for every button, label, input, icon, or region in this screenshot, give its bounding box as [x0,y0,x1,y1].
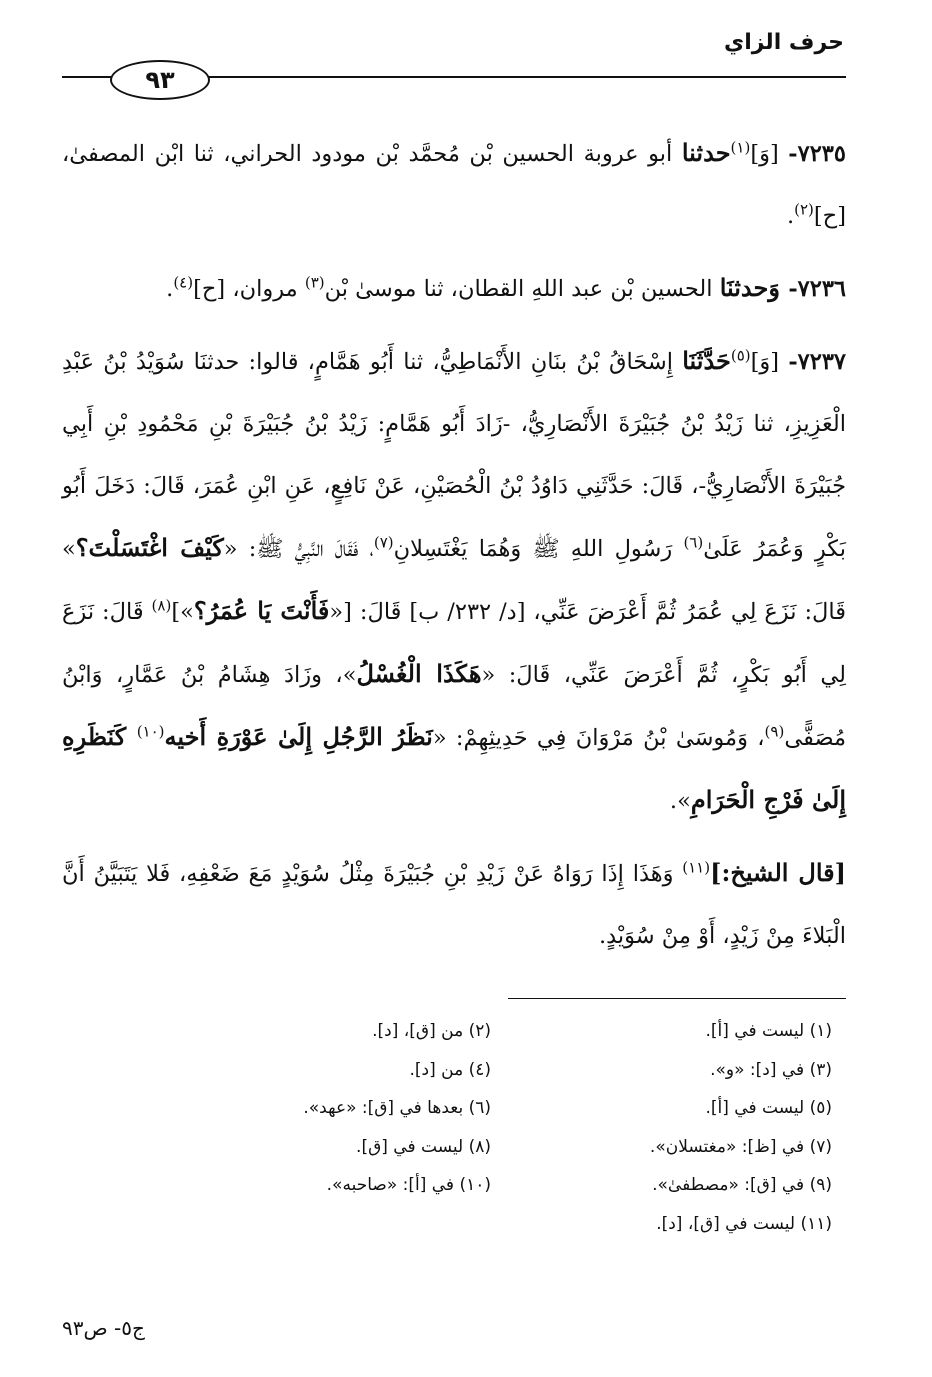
hadith-7235 [62,122,846,247]
footnote-ref: (٣) [304,273,325,292]
footnote-item: (٣) في [د]: «و». [710,1059,832,1080]
footnote-item: (٥) ليست في [أ]. [705,1098,832,1119]
text-segment: الحسين بْن عبد اللهِ القطان، ثنا موسىٰ بْن [324,276,720,302]
bold-text: حَدَّثَنَا [682,346,731,375]
bold-text: [قال الشيخ:] [710,858,846,887]
text-segment: . [786,203,795,229]
text-segment: رَسُولِ اللهِ ﷺ وَهُمَا يَغْتَسِلانِ [393,536,684,562]
bold-text: كَيْفَ اغْتَسَلْتَ؟ [75,533,224,562]
volume-page-signature: ج٥- ص٩٣ [62,1316,145,1340]
page-number: ٩٣ [145,66,175,94]
bold-text: وَحدثنَا [719,273,789,302]
text-segment: أبو عروبة الحسين بْن مُحمَّد بْن مودود الحراني، ثنا ابْن المصفىٰ، [ح] [62,141,846,229]
text-segment: قَالَ: نَزَعَ لِي أَبُو بَكْرٍ، ثُمَّ أَعْرَضَ عَنِّي، قَالَ: « [62,599,847,688]
hadith-number: ٧٢٣٦- [788,276,846,302]
hadith-number: ٧٢٣٧- [788,349,847,375]
bold-text: فَأَنْتَ يَا عُمَرُ؟ [193,596,330,625]
footnote-ref: (١) [730,138,751,157]
hadith-7237 [62,330,846,832]
text-segment: »، وزَادَ هِشَامُ بْنُ عَمَّارٍ، وَابْنُ مُصَفًّى [62,662,847,751]
footnote-ref: (٩) [764,722,785,741]
bold-text: حدثنا [681,138,731,167]
bold-text: هَكَذَا الْغُسْلُ [356,659,482,688]
text-segment: . [166,276,174,302]
hadith-7236 [62,257,846,320]
bold-text: نَظَرُ الرَّجُلِ إِلَىٰ عَوْرَةِ أَخيه [164,722,433,751]
footnote-ref: (١١) [682,858,711,877]
footnote-ref: (٦) [683,533,704,552]
footnote-ref: (٢) [794,200,814,219]
text-segment: [وَ] [750,349,789,375]
footnote-item: (١٠) في [أ]: «صاحبه». [326,1175,491,1196]
text-segment: ، وَمُوسَىٰ بْنُ مَرْوَانَ فِي حَدِيثِهِمْ: « [432,725,765,751]
footnote-item: (٤) من [د]. [409,1059,491,1080]
hadith-number: ٧٢٣٥- [788,141,846,167]
sheikh-comment [62,842,846,967]
footnote-item: (٧) في [ظ]: «مغتسلان». [649,1136,832,1157]
footnote-ref: (١٠) [136,722,165,741]
footnote-ref: (٥) [730,346,751,365]
footnote-item: (٩) في [ق]: «مصطفیٰ». [652,1175,832,1196]
footnote-item: (١) ليست في [أ]. [705,1021,832,1041]
page-number-oval [110,60,210,100]
footnote-ref: (٧) [373,533,394,552]
footnote-ref: (٤) [173,273,194,292]
running-head: حرف الزاي [724,30,844,55]
footnotes [190,1012,832,1244]
text-segment: مروان، [ح] [193,276,305,302]
text-segment: »] [171,599,194,625]
footnote-separator [508,998,846,999]
footnote-item: (١١) ليست في [ق]، [د]. [656,1213,832,1234]
text-segment: وَهَذَا إِذَا رَوَاهُ عَنْ زَيْدِ بْنِ جُبَيْرَةَ مِثْلُ سُوَيْدٍ مَعَ ضَعْفِهِ، فَلا يَتَبَيَّنُ أَنَّ الْبَلاءَ مِنْ زَيْدٍ، أَوْ مِنْ سُوَيْدٍ. [62,861,846,949]
text-segment: ، فَقَالَ النَّبِيُّ ﷺ: « [223,536,374,562]
footnote-item: (٢) من [ق]، [د]. [372,1021,491,1041]
text-segment: [وَ] [750,141,789,167]
text-segment: ». [669,788,691,814]
text-segment: إِسْحَاقُ بْنُ بنَانِ الأَنْمَاطِيُّ، ثنا أَبُو هَمَّامٍ، قالوا: حدثنَا سُوَيْدُ بْنُ عَبْدِ الْعَزِيزِ، ثنا زَيْدُ بْنُ جُبَيْرَةَ الأَنْصَارِيُّ، -زَادَ أَبُو هَمَّامٍ: زَيْدُ بْنُ جُبَيْرَةَ بْنِ مَحْمُودِ بْنِ أَبِي جُبَيْرَةَ الأَنْصَارِيُّ-، قَالَ: حَدَّثَنِي دَاوُدُ بْنُ الْحُصَيْنِ، عَنْ نَافِعٍ، عَنِ ابْنِ عُمَرَ، قَالَ: دَخَلَ أَبُو بَكْرٍ وَعُمَرُ عَلَىٰ [62,349,846,562]
footnote-ref: (٨) [151,596,172,615]
footnote-item: (٨) ليست في [ق]. [356,1136,491,1157]
footnote-item: (٦) بعدها في [ق]: «عهد». [303,1098,491,1119]
main-text [62,122,846,967]
text-segment: » قَالَ: نَزَعَ لِي عُمَرُ ثُمَّ أَعْرَضَ عَنِّي، [د/ ٢٣٢/ ب] قَالَ: [« [62,536,846,625]
bold-text: كَنَظَرِهِ إِلَىٰ فَرْجِ الْحَرَامِ [62,722,846,814]
